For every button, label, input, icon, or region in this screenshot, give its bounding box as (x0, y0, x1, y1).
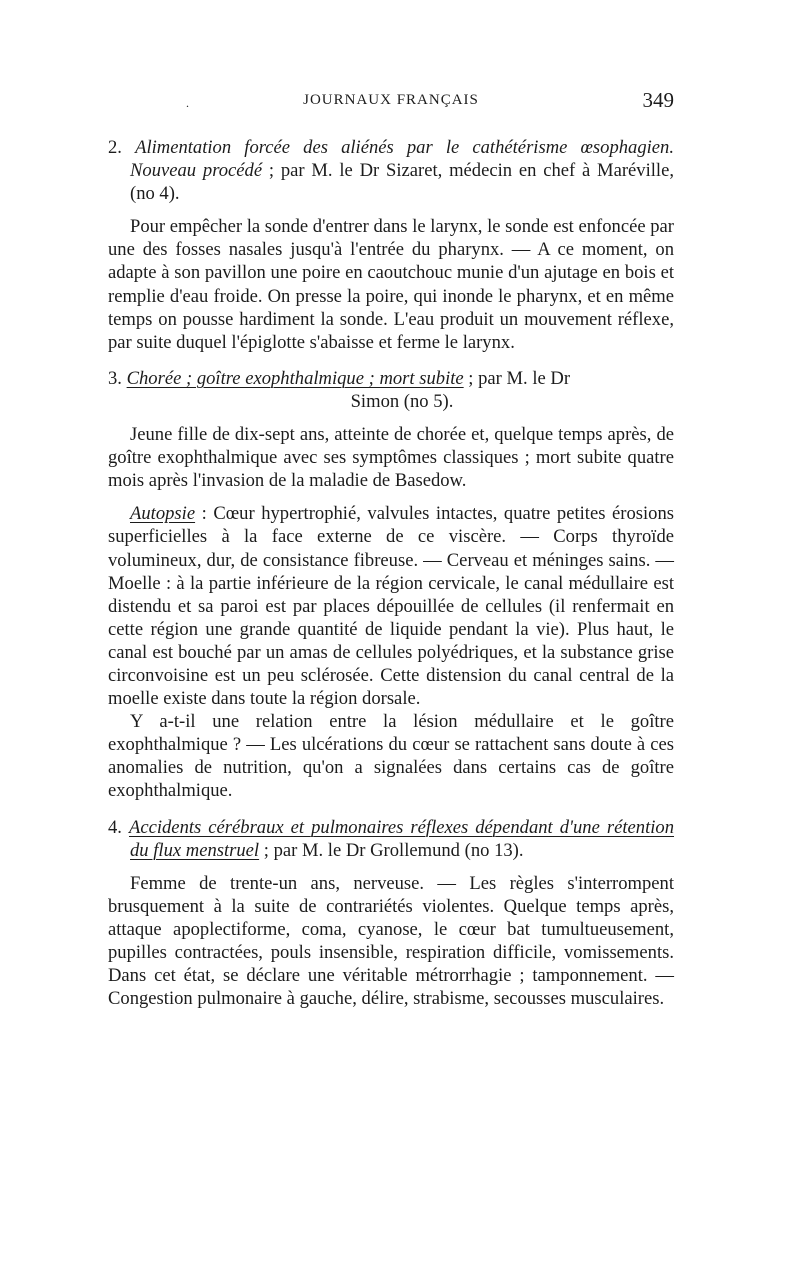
autopsy-text: : Cœur hypertrophié, valvules intactes, quatre petites érosions superficielles à la face externe de ce viscère. — Corps thyroïde volumineux, dur, de consistance fibreuse. — Cerveau et méninges sains. — Moelle : à la partie inférieure de la région cervicale, le canal médullaire est distendu et sa paroi est par places dépouillée de cellules (il renfermait en cette région une grande quantité de liquide pendant la vie). Plus haut, le canal est bouché par un amas de cellules polyédriques, et la substance grise circonvoisine est un peu sclérosée. Cette distension du canal central de la moelle existe dans toute la région dorsale. (108, 503, 674, 710)
page-number: 349 (642, 88, 674, 112)
section-3-question: Y a-t-il une relation entre la lésion médullaire et le goître exophthalmique ? — Les ulcérations du cœur se rattachent sans doute à ces anomalies de nutrition, qu'on a signalées dans certains cas de goître exophthalmique. (108, 711, 674, 802)
section-4-paragraph: Femme de trente-un ans, nerveuse. — Les règles s'interrompent brusquement à la suite de contrariétés violentes. Quelque temps après, attaque apoplectiforme, coma, cyanose, le cœur bat tumultueusement, pupilles contractées, pouls insensible, respiration difficile, vomissements. Dans cet état, se déclare une véritable métrorrhagie ; tamponnement. — Congestion pulmonaire à gauche, délire, strabisme, secousses musculaires. (108, 872, 674, 1010)
section-2-author: ; par M. le Dr Sizaret, médecin en chef à Maréville, (no 4). (130, 160, 674, 205)
autopsy-label: Autopsie (130, 503, 196, 525)
section-4-number: 4. (108, 816, 122, 838)
header-dot: . (186, 96, 189, 110)
section-2-heading (108, 136, 674, 205)
section-3-heading (108, 367, 674, 413)
section-3-title: Chorée ; goître exophthalmique ; mort subite (126, 367, 464, 389)
section-2-title: Alimentation forcée des aliénés par le cathétérisme œsophagien. Nouveau procédé (130, 137, 674, 182)
section-3-paragraph: Jeune fille de dix-sept ans, atteinte de chorée et, quelque temps après, de goître exophthalmique avec ses symptômes classiques ; mort subite quatre mois après l'invasion de la maladie de Basedow. (108, 424, 674, 492)
section-4-title: Accidents cérébraux et pulmonaires réflexes dépendant d'une rétention du flux menstruel (128, 816, 675, 861)
running-head (108, 88, 674, 118)
section-4-heading (108, 816, 674, 862)
section-2-paragraph: Pour empêcher la sonde d'entrer dans le larynx, le sonde est enfoncée par une des fosses nasales jusqu'à l'entrée du pharynx. — A ce moment, on adapte à son pavillon une poire en caoutchouc munie d'un ajutage en bois et remplie d'eau froide. On presse la poire, qui inonde le pharynx, et en même temps on pousse hardiment la sonde. L'eau produit un mouvement réflexe, par suite duquel l'épiglotte s'abaisse et ferme le larynx. (108, 216, 674, 353)
section-2-number: 2. (108, 137, 122, 158)
running-title: JOURNAUX FRANÇAIS (303, 92, 479, 108)
section-4-author: ; par M. le Dr Grollemund (no 13). (259, 839, 524, 861)
section-3-autopsy (108, 502, 674, 710)
section-3-number: 3. (108, 367, 122, 389)
section-3-author: ; par M. le Dr (463, 367, 571, 389)
book-page (108, 88, 674, 1010)
section-3-author-line2: Simon (no 5). (350, 390, 454, 412)
